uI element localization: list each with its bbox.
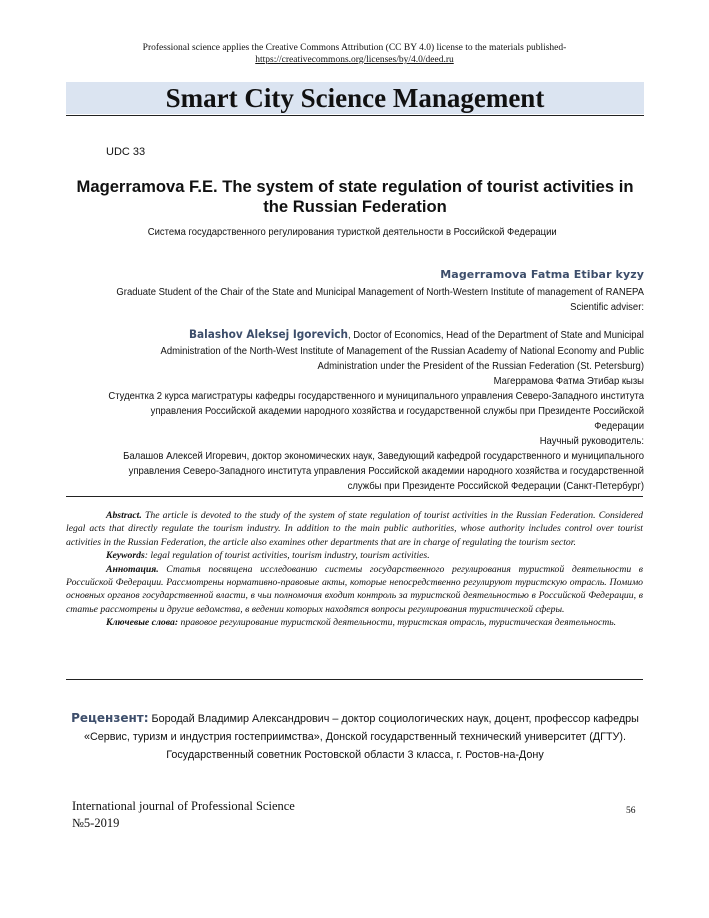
annotation-paragraph bbox=[66, 563, 643, 617]
abstract-top-divider bbox=[66, 496, 643, 497]
license-text: Professional science applies the Creative Commons Attribution (CC BY 4.0) license to the materials published- bbox=[142, 43, 567, 53]
keywords-ru-text: правовое регулирование туристской деятельности, туристская отрасль, туристическая деятельность. bbox=[180, 617, 617, 629]
abstract-paragraph bbox=[66, 509, 643, 549]
author-name: Magerramova Fatma Etibar kyzy bbox=[440, 268, 644, 281]
author-affiliation-ru: Студентка 2 курса магистратуры кафедры государственного и муниципального управления Северо-Западного института управления Российской академии народного хозяйства и государственной службы при Президенте Российской Федерации bbox=[108, 391, 644, 432]
author-affiliation bbox=[101, 285, 644, 315]
abstract-text: The article is devoted to the study of the system of state regulation of tourist activities in the Russian Federation. Considered legal acts that directly regulate the tourism industry. In addition to the main public authorities, whose authority includes control over tourist activities in the Russian Federation, the article also examines other departments that are in charge of regulating the tourism sector. bbox=[66, 510, 644, 548]
banner-divider bbox=[66, 115, 644, 116]
adviser-ru: Балашов Алексей Игоревич, доктор экономических наук, Заведующий кафедрой государственного и муниципального управления Северо-Западного института управления Российской академии народного хозяйства и государственной службы при Президенте Российской Федерации (Санкт-Петербург) bbox=[123, 451, 645, 492]
keywords-ru-paragraph bbox=[66, 616, 643, 629]
page-footer bbox=[72, 798, 295, 832]
abstract-block bbox=[66, 509, 643, 630]
adviser-name: Balashov Aleksej Igorevich bbox=[189, 328, 349, 341]
keywords-paragraph bbox=[66, 549, 643, 562]
license-notice bbox=[100, 42, 609, 66]
annotation-text: Статья посвящена исследованию системы государственного регулирования туристкой деятельности в Российской Федерации. Рассмотрены нормативно-правовые акты, которые непосредственно регулируют туристскую отрасль. Помимо основных органов государственной власти, в чьи полномочия входит контроль за туристской деятельностью в Российской Федерации, в статье рассмотрены и другие ведомства, в ведении которых находятся вопросы регулирования туристической сферы. bbox=[66, 563, 643, 615]
keywords-ru-label: Ключевые слова: bbox=[106, 617, 179, 629]
footer-journal: International journal of Professional Science bbox=[72, 799, 295, 813]
adviser-affiliation-rest: Administration of the North-West Institute of Management of the Russian Academy of National Economy and Public Administration under the President of the Russian Federation (St. Petersburg) bbox=[160, 346, 644, 372]
annotation-label: Аннотация. bbox=[106, 563, 159, 575]
article-subtitle-ru: Система государственного регулирования туристкой деятельности в Российской Федерации bbox=[147, 227, 557, 238]
page-number: 56 bbox=[626, 806, 636, 816]
footer-issue: №5-2019 bbox=[72, 816, 120, 830]
keywords-text: : legal regulation of tourist activities, tourism industry, tourism activities. bbox=[144, 550, 430, 562]
adviser-affiliation bbox=[101, 344, 644, 494]
udc-code: UDC 33 bbox=[106, 146, 146, 158]
adviser-line bbox=[189, 328, 644, 341]
journal-banner-title: Smart City Science Management bbox=[165, 83, 545, 113]
reviewer-block bbox=[66, 709, 644, 764]
reviewer-label: Рецензент: bbox=[71, 711, 149, 725]
keywords-label: Keywords bbox=[106, 550, 145, 562]
adviser-label: Scientific adviser: bbox=[570, 302, 644, 313]
license-link[interactable]: https://creativecommons.org/licenses/by/4.0/deed.ru bbox=[255, 55, 454, 65]
abstract-label: Abstract. bbox=[106, 510, 142, 521]
author-affiliation-text: Graduate Student of the Chair of the State and Municipal Management of North-Western Institute of management of RANEPA bbox=[116, 287, 645, 298]
adviser-affiliation-first: , Doctor of Economics, Head of the Department of State and Municipal bbox=[348, 330, 644, 341]
author-name-ru: Магеррамова Фатма Этибар кызы bbox=[493, 376, 644, 387]
article-title: Magerramova F.E. The system of state regulation of tourist activities in the Russian Federation bbox=[76, 177, 634, 216]
reviewer-text: Бородай Владимир Александрович – доктор социологических наук, доцент, профессор кафедры «Сервис, туризм и индустрия гостеприимства», Донской государственный технический университет (ДГТУ). Государственный советник Ростовской области 3 класса, г. Ростов-на-Дону bbox=[83, 713, 639, 761]
abstract-bottom-divider bbox=[66, 679, 643, 680]
adviser-label-ru: Научный руководитель: bbox=[539, 436, 644, 447]
